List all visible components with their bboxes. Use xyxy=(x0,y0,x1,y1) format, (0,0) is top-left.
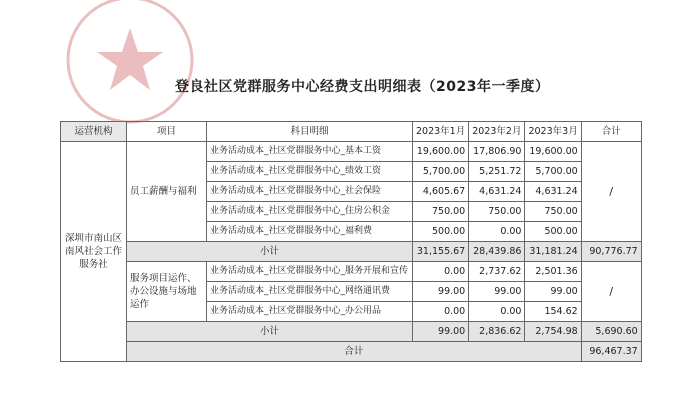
header-mar: 2023年3月 xyxy=(525,122,581,142)
feb-cell: 2,737.62 xyxy=(469,262,525,282)
grand-total-value: 96,467.37 xyxy=(581,342,641,362)
jan-cell: 750.00 xyxy=(413,202,469,222)
subtotal-label: 小计 xyxy=(127,322,413,342)
total-cell: / xyxy=(581,142,641,242)
mar-cell: 750.00 xyxy=(525,202,581,222)
item-cell: 业务活动成本_社区党群服务中心_社会保险 xyxy=(207,182,413,202)
subtotal-row xyxy=(61,242,642,262)
org-name-cell: 深圳市南山区南风社会工作服务社 xyxy=(61,142,127,362)
header-total: 合计 xyxy=(581,122,641,142)
item-cell: 业务活动成本_社区党群服务中心_服务开展和宣传 xyxy=(207,262,413,282)
feb-cell: 17,806.90 xyxy=(469,142,525,162)
item-cell: 业务活动成本_社区党群服务中心_绩效工资 xyxy=(207,162,413,182)
feb-cell: 750.00 xyxy=(469,202,525,222)
grand-total-row xyxy=(61,342,642,362)
jan-cell: 99.00 xyxy=(413,282,469,302)
subtotal-label: 小计 xyxy=(127,242,413,262)
subtotal-jan: 99.00 xyxy=(413,322,469,342)
expense-table xyxy=(60,121,642,362)
header-feb: 2023年2月 xyxy=(469,122,525,142)
subtotal-total: 5,690.60 xyxy=(581,322,641,342)
category-cell: 员工薪酬与福利 xyxy=(127,142,207,242)
table-row xyxy=(61,262,642,282)
mar-cell: 19,600.00 xyxy=(525,142,581,162)
jan-cell: 500.00 xyxy=(413,222,469,242)
page-title: 登良社区党群服务中心经费支出明细表（2023年一季度） xyxy=(175,79,550,95)
subtotal-row xyxy=(61,322,642,342)
subtotal-mar: 31,181.24 xyxy=(525,242,581,262)
jan-cell: 4,605.67 xyxy=(413,182,469,202)
jan-cell: 0.00 xyxy=(413,302,469,322)
item-cell: 业务活动成本_社区党群服务中心_基本工资 xyxy=(207,142,413,162)
header-jan: 2023年1月 xyxy=(413,122,469,142)
total-cell: / xyxy=(581,262,641,322)
grand-total-label: 合计 xyxy=(127,342,582,362)
mar-cell: 99.00 xyxy=(525,282,581,302)
feb-cell: 4,631.24 xyxy=(469,182,525,202)
header-item: 科目明细 xyxy=(207,122,413,142)
jan-cell: 0.00 xyxy=(413,262,469,282)
table-row xyxy=(61,142,642,162)
mar-cell: 2,501.36 xyxy=(525,262,581,282)
jan-cell: 19,600.00 xyxy=(413,142,469,162)
subtotal-feb: 2,836.62 xyxy=(469,322,525,342)
mar-cell: 5,700.00 xyxy=(525,162,581,182)
feb-cell: 99.00 xyxy=(469,282,525,302)
subtotal-total: 90,776.77 xyxy=(581,242,641,262)
item-cell: 业务活动成本_社区党群服务中心_福利费 xyxy=(207,222,413,242)
official-seal xyxy=(45,0,215,135)
category-cell: 服务项目运作、办公设施与场地运作 xyxy=(127,262,207,322)
header-org: 运营机构 xyxy=(61,122,127,142)
feb-cell: 5,251.72 xyxy=(469,162,525,182)
feb-cell: 0.00 xyxy=(469,222,525,242)
jan-cell: 5,700.00 xyxy=(413,162,469,182)
item-cell: 业务活动成本_社区党群服务中心_办公用品 xyxy=(207,302,413,322)
header-category: 项目 xyxy=(127,122,207,142)
subtotal-jan: 31,155.67 xyxy=(413,242,469,262)
item-cell: 业务活动成本_社区党群服务中心_网络通讯费 xyxy=(207,282,413,302)
mar-cell: 154.62 xyxy=(525,302,581,322)
item-cell: 业务活动成本_社区党群服务中心_住房公积金 xyxy=(207,202,413,222)
feb-cell: 0.00 xyxy=(469,302,525,322)
mar-cell: 4,631.24 xyxy=(525,182,581,202)
subtotal-mar: 2,754.98 xyxy=(525,322,581,342)
header-row xyxy=(61,122,642,142)
mar-cell: 500.00 xyxy=(525,222,581,242)
subtotal-feb: 28,439.86 xyxy=(469,242,525,262)
